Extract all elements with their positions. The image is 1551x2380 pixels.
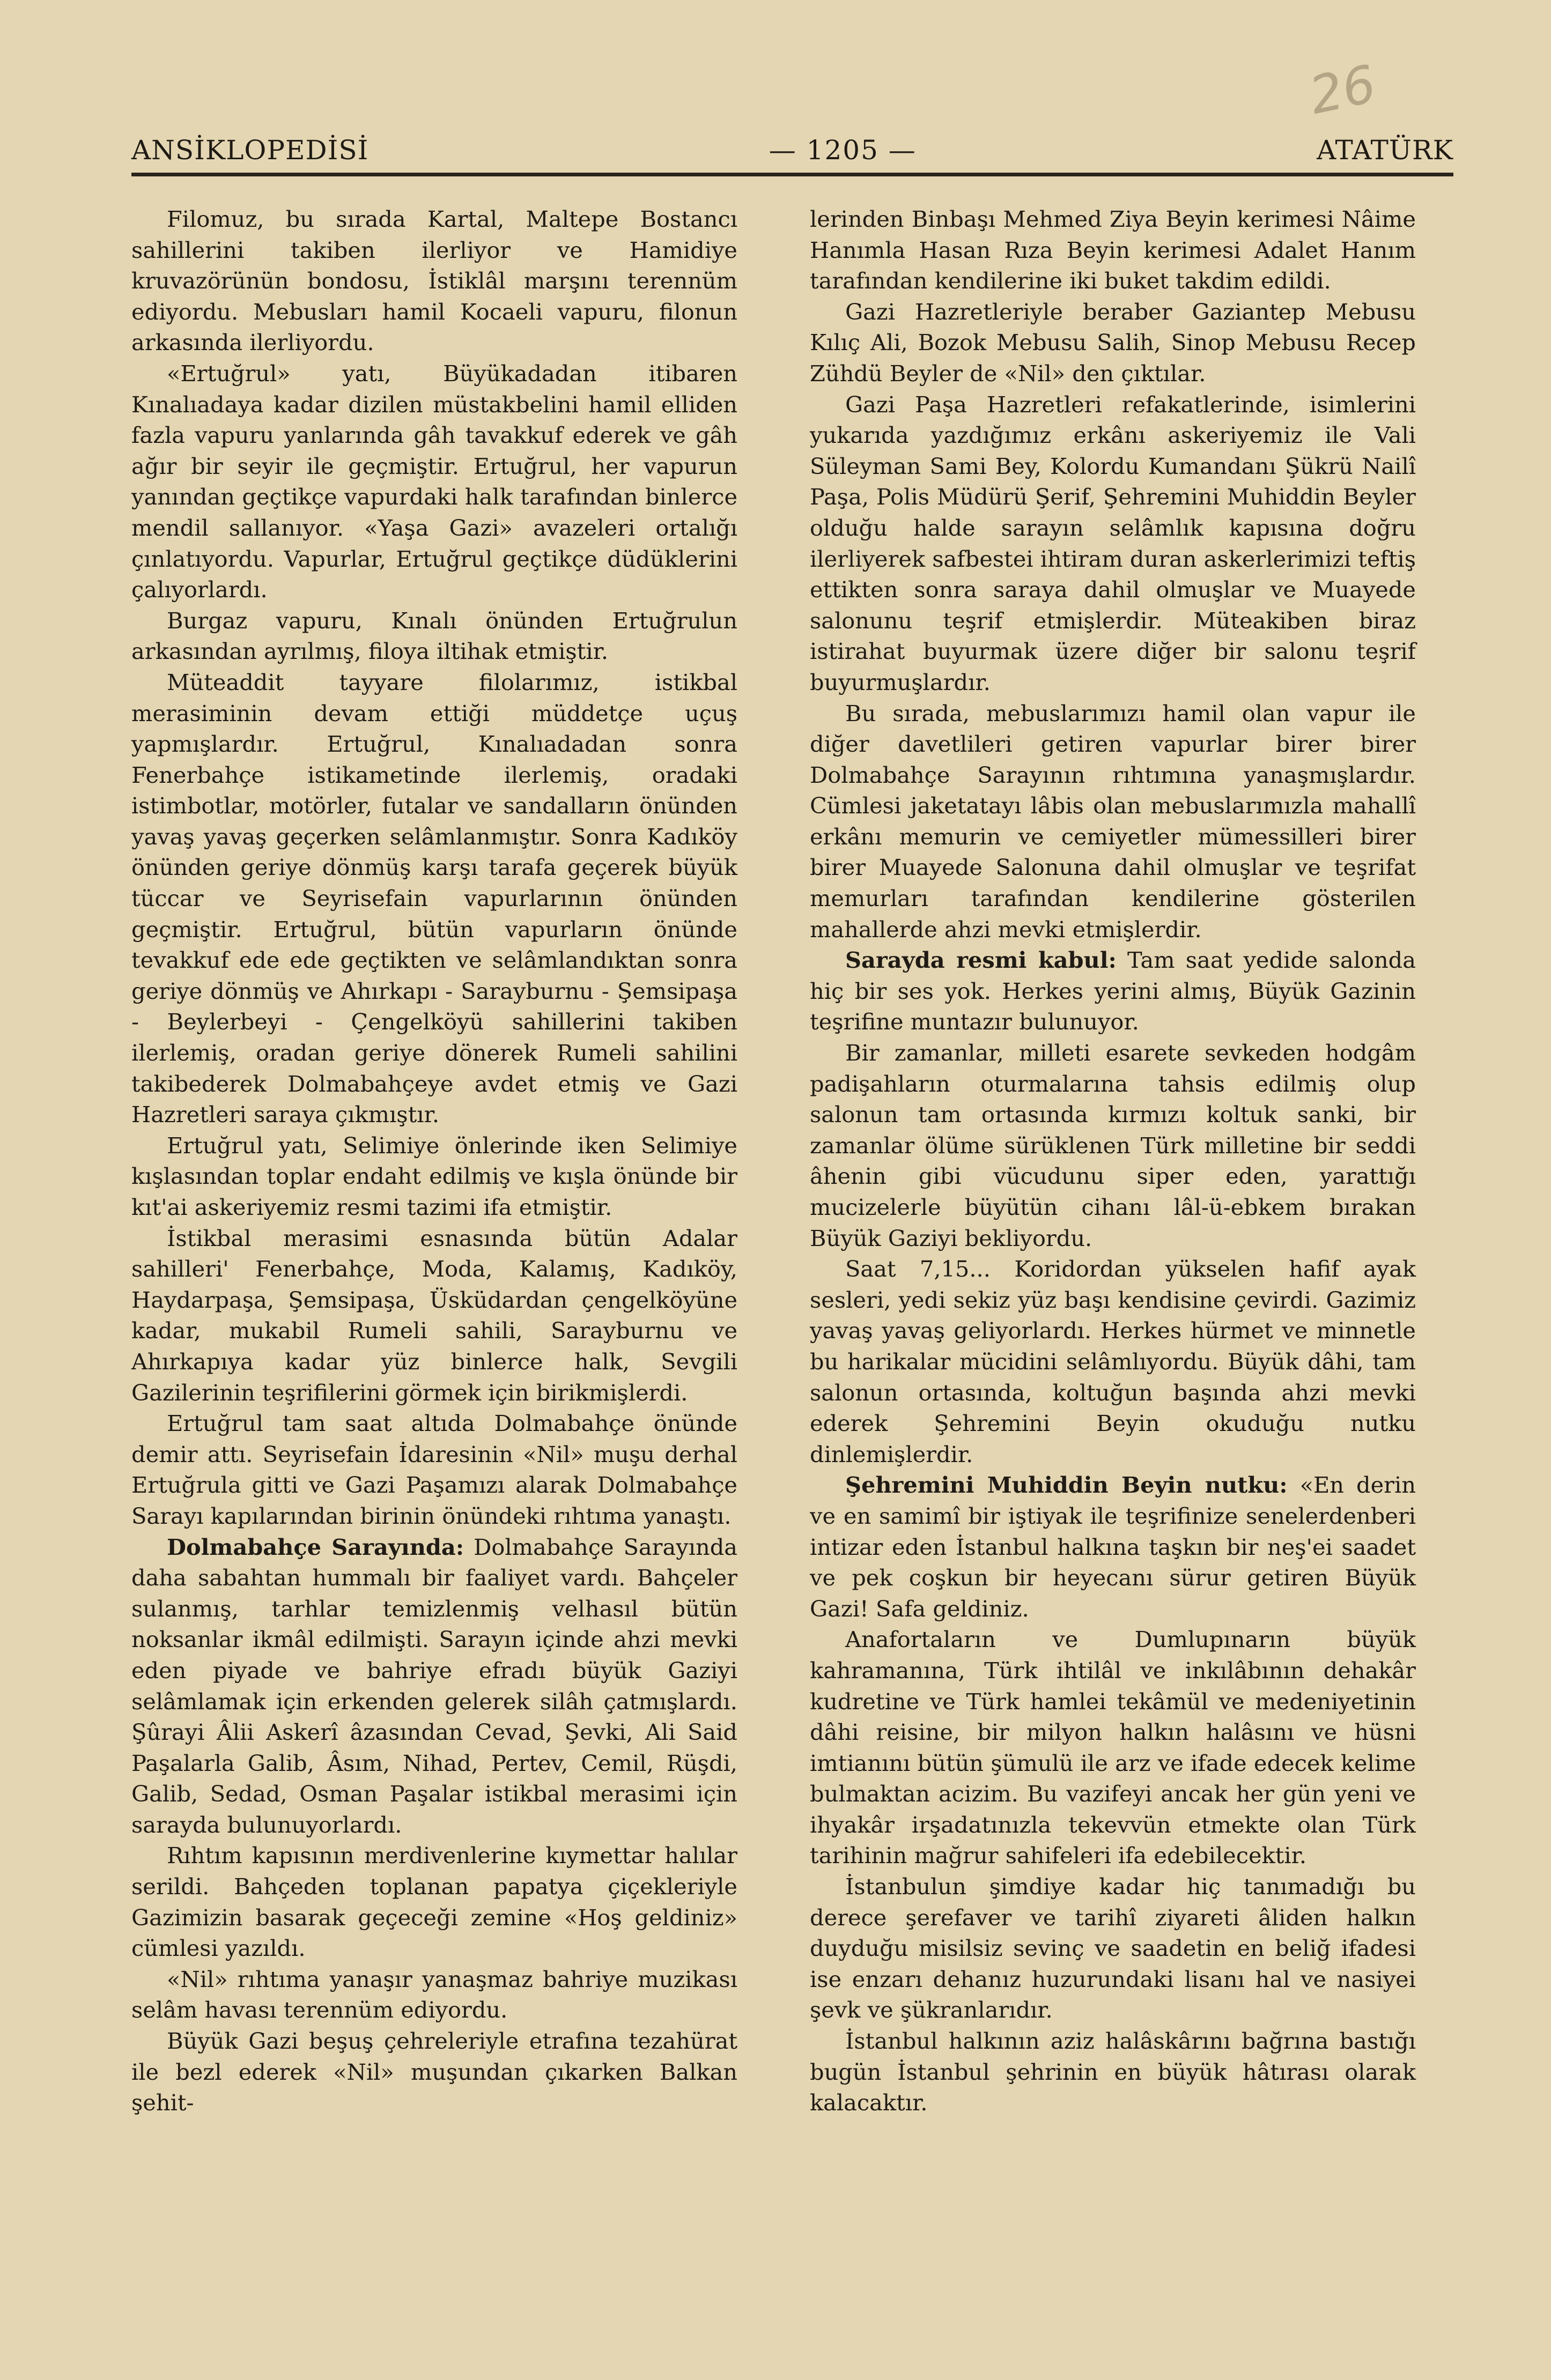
paragraph: [131, 358, 737, 605]
paragraph: [131, 1408, 737, 1531]
paragraph-text: Dolmabahçe Sarayında daha sabahtan hummalı bir faaliyet vardı. Bahçeler sulanmış, tarhlar temizlenmiş velhasıl bütün noksanlar ikmâl edilmişti. Sarayın içinde ahzi mevki eden piyade ve bahriye efradı büyük Gaziyi selâmlamak için erkenden gelerek silâh çatmışlardı. Şûrayi Âlii Askerî âzasından Cevad, Şevki, Ali Said Paşalarla Galib, Âsım, Nihad, Pertev, Cemil, Rüşdi, Galib, Sedad, Osman Paşalar istikbal merasimi için sarayda bulunuyorlardı.: [131, 1533, 738, 1838]
paragraph: [131, 605, 737, 667]
paragraph-text: Rıhtım kapısının merdivenlerine kıymettar halılar serildi. Bahçeden toplanan papatya çiçekleriyle Gazimizin basarak geçeceği zemine «Hoş geldiniz» cümlesi yazıldı.: [131, 1842, 737, 1962]
header-right-title: ATATÜRK: [1317, 135, 1453, 166]
paragraph: [810, 1037, 1416, 1254]
header-rule: [131, 173, 1453, 176]
paragraph-text: Büyük Gazi beşuş çehreleriyle etrafına tezahürat ile bezl ederek «Nil» muşundan çıkarken Balkan şehit-: [131, 2028, 737, 2116]
paragraph: [810, 389, 1416, 698]
right-column: [810, 204, 1416, 2118]
paragraph: [810, 1470, 1416, 1624]
section-heading: Sarayda resmi kabul:: [845, 947, 1117, 974]
paragraph: [810, 204, 1416, 296]
paragraph: [810, 2026, 1416, 2118]
paragraph-text: İstanbulun şimdiye kadar hiç tanımadığı bu derece şerefaver ve tarihî ziyareti âliden halkın duyduğu misilsiz sevinç ve saadetin en beliğ ifadesi ise enzarı dehanız huzurundaki lisanı hal ve nasiyei şevk ve şükranlarıdır.: [810, 1873, 1416, 2023]
paragraph-text: Tam saat yedide salonda hiç bir ses yok. Herkes yerini almış, Büyük Gazinin teşrifine muntazır bulunuyor.: [810, 947, 1416, 1035]
paragraph-text: «En derin ve en samimî bir iştiyak ile teşrifinize senelerdenberi intizar eden İstanbul halkına taşkın bir neş'ei saadet ve pek coşkun bir heyecanı sürur getiren Büyük Gazi! Safa geldiniz.: [810, 1472, 1416, 1622]
paragraph-text: Burgaz vapuru, Kınalı önünden Ertuğrulun arkasından ayrılmış, filoya iltihak etmiştir.: [131, 607, 737, 665]
section-heading: Dolmabahçe Sarayında:: [167, 1533, 464, 1560]
paragraph: [131, 2026, 737, 2118]
paragraph-text: Gazi Paşa Hazretleri refakatlerinde, isimlerini yukarıda yazdığımız erkânı askeriyemiz ile Vali Süleyman Sami Bey, Kolordu Kumandanı Şükrü Nailî Paşa, Polis Müdürü Şerif, Şehremini Muhiddin Beyler olduğu halde sarayın selâmlık kapısına doğru ilerliyerek safbestei ihtiram duran askerlerimizi teftiş ettikten sonra saraya dahil olmuşlar ve Muayede salonunu teşrif etmişlerdir. Müteakiben biraz istirahat buyurmak üzere diğer bir salonu teşrif buyurmuşlardır.: [810, 391, 1416, 695]
paragraph-text: Müteaddit tayyare filolarımız, istikbal merasiminin devam ettiği müddetçe uçuş yapmışlardır. Ertuğrul, Kınalıadadan sonra Fenerbahçe istikametinde ilerlemiş, oradaki istimbotlar, motörler, futalar ve sandalların önünden yavaş yavaş geçerken selâmlanmıştır. Sonra Kadıköy önünden geriye dönmüş karşı tarafa geçerek büyük tüccar ve Seyrisefain vapurlarının önünden geçmiştir. Ertuğrul, bütün vapurların önünde tevakkuf ede ede geçtikten ve selâmlandıktan sonra geriye dönmüş ve Ahırkapı - Sarayburnu - Şemsipaşa - Beylerbeyi - Çengelköyü sahillerini takiben ilerlemiş, oradan geriye dönerek Rumeli sahilini takibederek Dolmabahçeye avdet etmiş ve Gazi Hazretleri saraya çıkmıştır.: [131, 669, 737, 1128]
paragraph: [131, 1223, 737, 1408]
left-column: [131, 204, 737, 2118]
page-number: — 1205 —: [769, 135, 917, 166]
paragraph: [810, 1871, 1416, 2026]
paragraph: [131, 1840, 737, 1963]
paragraph-text: Bir zamanlar, milleti esarete sevkeden hodgâm padişahların oturmalarına tahsis edilmiş olup salonun tam ortasında kırmızı koltuk sanki, bir zamanlar ölüme sürüklenen Türk milletine bir seddi âhenin gibi vücudunu siper eden, yarattığı mucizelerle büyütün cihanı lâl-ü-ebkem bırakan Büyük Gaziyi bekliyordu.: [810, 1040, 1416, 1251]
paragraph: [131, 1130, 737, 1223]
paragraph-text: Filomuz, bu sırada Kartal, Maltepe Bostancı sahillerini takiben ilerliyor ve Hamidiye kruvazörünün bondosu, İstiklâl marşını terennüm ediyordu. Mebusları hamil Kocaeli vapuru, filonun arkasında ilerliyordu.: [131, 206, 737, 356]
paragraph: [810, 1254, 1416, 1470]
paragraph: [131, 1532, 737, 1841]
paragraph-text: Saat 7,15... Koridordan yükselen hafif ayak sesleri, yedi sekiz yüz başı kendisine çevirdi. Gazimiz yavaş yavaş geliyorlardı. Herkes hürmet ve minnetle bu harikalar mücidini selâmlıyordu. Büyük dâhi, tam salonun ortasında, koltuğun başında ahzi mevki ederek Şehremini Beyin okuduğu nutku dinlemişlerdir.: [810, 1256, 1416, 1467]
paragraph: [810, 945, 1416, 1037]
paragraph: [810, 296, 1416, 389]
paragraph-text: lerinden Binbaşı Mehmed Ziya Beyin kerimesi Nâime Hanımla Hasan Rıza Beyin kerimesi Adalet Hanım tarafından kendilerine iki buket takdim edildi.: [810, 206, 1416, 294]
header-left-title: ANSİKLOPEDİSİ: [131, 135, 369, 166]
paragraph-text: Bu sırada, mebuslarımızı hamil olan vapur ile diğer davetlileri getiren vapurlar birer birer Dolmabahçe Sarayının rıhtımına yanaşmışlardır. Cümlesi jaketatayı lâbis olan mebuslarımızla mahallî erkânı memurin ve cemiyetler mümessilleri birer birer Muayede Salonuna dahil olmuşlar ve teşrifat memurları tarafından kendilerine gösterilen mahallerde ahzi mevki etmişlerdir.: [810, 700, 1416, 943]
paragraph-text: İstanbul halkının aziz halâskârını bağrına bastığı bugün İstanbul şehrinin en büyük hâtırası olarak kalacaktır.: [810, 2028, 1416, 2116]
paragraph: [131, 1964, 737, 2026]
paragraph-text: Ertuğrul yatı, Selimiye önlerinde iken Selimiye kışlasından toplar endaht edilmiş ve kışla önünde bir kıt'ai askeriyemiz resmi tazimi ifa etmiştir.: [131, 1132, 737, 1220]
paragraph: [131, 204, 737, 358]
handwritten-page-mark: 26: [1304, 54, 1381, 127]
running-header: [131, 129, 1453, 172]
paragraph-text: Ertuğrul tam saat altıda Dolmabahçe önünde demir attı. Seyrisefain İdaresinin «Nil» muşu derhal Ertuğrula gitti ve Gazi Paşamızı alarak Dolmabahçe Sarayı kapılarından birinin önündeki rıhtıma yanaştı.: [131, 1410, 737, 1529]
paragraph-text: «Nil» rıhtıma yanaşır yanaşmaz bahriye muzikası selâm havası terennüm ediyordu.: [131, 1966, 737, 2023]
paragraph: [810, 1624, 1416, 1871]
paragraph-text: İstikbal merasimi esnasında bütün Adalar sahilleri' Fenerbahçe, Moda, Kalamış, Kadıköy, Haydarpaşa, Şemsipaşa, Üsküdardan çengelköyüne kadar, mukabil Rumeli sahili, Sarayburnu ve Ahırkapıya kadar yüz binlerce halk, Sevgili Gazilerinin teşrifilerini görmek için birikmişlerdi.: [131, 1225, 737, 1406]
paragraph-text: «Ertuğrul» yatı, Büyükadadan itibaren Kınalıadaya kadar dizilen müstakbelini hamil elliden fazla vapuru yanlarında gâh tavakkuf ederek ve gâh ağır bir seyir ile geçmiştir. Ertuğrul, her vapurun yanından geçtikçe vapurdaki halk tarafından binlerce mendil sallanıyor. «Yaşa Gazi» avazeleri ortalığı çınlatıyordu. Vapurlar, Ertuğrul geçtikçe düdüklerini çalıyorlardı.: [131, 360, 737, 603]
section-heading: Şehremini Muhiddin Beyin nutku:: [845, 1472, 1288, 1499]
paragraph: [131, 667, 737, 1130]
paragraph-text: Gazi Hazretleriyle beraber Gaziantep Mebusu Kılıç Ali, Bozok Mebusu Salih, Sinop Mebusu Recep Zühdü Beyler de «Nil» den çıktılar.: [810, 298, 1416, 387]
paragraph-text: Anafortaların ve Dumlupınarın büyük kahramanına, Türk ihtilâl ve inkılâbının dehakâr kudretine ve Türk hamlei tekâmül ve medeniyetinin dâhi reisine, bir milyon halkın halâsını ve hüsni imtianını bütün şümulü ile arz ve ifade edecek kelime bulmaktan acizim. Bu vazifeyi ancak her gün yeni ve ihyakâr irşadatınızla tekevvün etmekte olan Türk tarihinin mağrur sahifeleri ifa edebilecektir.: [810, 1626, 1416, 1869]
paragraph: [810, 698, 1416, 945]
